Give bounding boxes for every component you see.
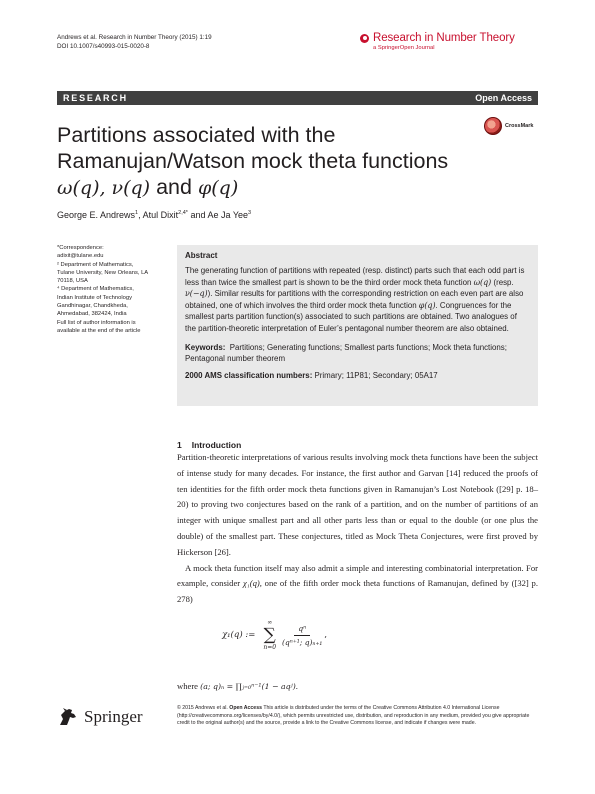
author-2-affil: 2,4*: [178, 210, 188, 216]
denominator: (qⁿ⁺¹; q)ₙ₊₁: [282, 637, 323, 647]
section-heading: [177, 440, 241, 450]
author-1-affil: 1: [135, 210, 139, 216]
title-math-2: φ(q): [197, 177, 239, 199]
summation: [263, 618, 276, 652]
title-and: and: [150, 175, 198, 199]
paragraph-1: Partition-theoretic interpretations of various results involving mock theta functions have been the subject of intense study for many decades. For instance, the first author and Garvan [14] reduced the proofs of ten identities for the fifth order mock theta functions given in Ramanujan’s Lost Notebook ([29] p. 18–20) to proving two conjectures based on the rank of a partition, and on the number of partitions of an integer with unique smallest part and all other parts less than or equal to the double (or one plus the double) of the smallest part. These conjectures, titled as Mock Theta Conjectures, were first proved by Hickerson [26].: [177, 452, 538, 557]
sidebar-line: Full list of author information is: [57, 319, 136, 326]
ams-classification: [185, 371, 530, 380]
author-list: [57, 210, 251, 220]
author-1[interactable]: George E. Andrews: [57, 210, 136, 220]
sum-lower: n=0: [263, 644, 277, 651]
equation-lhs: χ₁(q) :=: [222, 630, 256, 640]
sidebar-line: Gandhinagar, Chandkheda,: [57, 303, 128, 310]
doi-line: DOI 10.1007/s40993-015-0020-8: [57, 43, 150, 50]
title-line-1: Partitions associated with the: [57, 123, 336, 147]
license-text: This article is distributed under the terms of the Creative Commons Attribution 4.0 International License (http://creativecommons.org/licenses/by/4.0/), which permits unrestricted use, distribution, and reproduction in any medium, provided you give appropriate credit to the original author(s) and the source, provide a link to the Creative Commons license, and indicate if changes were made.: [177, 705, 530, 727]
title-line-3: [57, 174, 487, 201]
body-text: [177, 450, 538, 608]
journal-logo-title: Research in Number Theory: [373, 32, 515, 44]
copyright-prefix: © 2015 Andrews et al.: [177, 705, 230, 711]
author-sep-2: and: [187, 210, 208, 220]
abstract-part: . Congruences for the smallest parts partition function(s) associated to such partitions are obtained. Two analogues of the partition-theoretic interpretation of Euler’s pentagonal number theorem are also obtained.: [185, 300, 517, 333]
open-access-bold: Open Access: [229, 705, 262, 711]
sidebar-line: Tulane University, New Orleans, LA: [57, 269, 149, 276]
journal-logo[interactable]: [360, 32, 540, 51]
abstract-box: [177, 245, 538, 406]
sidebar-line: Ahmedabad, 382424, India: [57, 311, 127, 318]
abstract-heading: Abstract: [185, 251, 218, 260]
equation-trail: ,: [324, 630, 328, 640]
display-equation: [222, 618, 327, 652]
sidebar-line: Indian Institute of Technology: [57, 294, 132, 301]
inline-math: χ₁(q): [242, 578, 260, 589]
article-title: [57, 122, 487, 201]
sidebar-line: *Correspondence:: [57, 245, 104, 251]
license-note: [177, 705, 538, 728]
where-end: .: [295, 681, 298, 691]
ams-text: Primary; 11P81; Secondary; 05A17: [314, 370, 438, 380]
citation-line: Andrews et al. Research in Number Theory (2015) 1:19: [57, 34, 212, 41]
paragraph-2: [177, 561, 538, 608]
where-math: (a; q)ₙ = ∏ⱼ₌₀ⁿ⁻¹(1 − aqʲ): [200, 682, 296, 691]
abstract-part: (resp.: [491, 277, 514, 287]
section-title: Introduction: [191, 440, 242, 450]
springer-horse-icon: [57, 707, 79, 727]
correspondence-sidebar: [57, 244, 167, 335]
where-clause: [177, 681, 298, 691]
author-3[interactable]: Ae Ja Yee: [207, 210, 249, 220]
sidebar-line: ⁴ Department of Mathematics,: [57, 286, 134, 293]
abstract-math: ν(−q): [185, 289, 208, 299]
author-3-affil: 3: [248, 210, 252, 216]
paragraph-part: A mock theta function itself may also admit a simple and interesting combinatorial interpretation. For example, consider: [177, 562, 538, 589]
sum-symbol: ∑: [263, 625, 276, 645]
abstract-text: [185, 265, 530, 335]
keywords: [185, 342, 530, 365]
abstract-part: The generating function of partitions with repeated (resp. distinct) parts such that each odd part is less than twice the smallest part is shown to be the third order mock theta function: [185, 266, 525, 287]
open-access-label: Open Access: [475, 93, 532, 103]
keywords-label: Keywords:: [185, 342, 226, 352]
ams-label: 2000 AMS classification numbers:: [185, 370, 313, 380]
journal-logo-subtitle: a SpringerOpen Journal: [373, 45, 435, 51]
where-text: where: [177, 681, 201, 691]
springer-wordmark: Springer: [84, 707, 143, 726]
fraction: [282, 624, 322, 647]
title-math-1: ω(q), ν(q): [57, 177, 151, 199]
paragraph-part: , one of the fifth order mock theta functions of Ramanujan, defined by ([32] p. 278): [177, 578, 538, 605]
crossmark-badge[interactable]: [484, 117, 533, 135]
crossmark-label: CrossMark: [505, 123, 534, 129]
article-type-band: [57, 91, 538, 105]
author-sep-1: ,: [138, 210, 143, 220]
section-number: 1: [177, 440, 182, 450]
springer-logo[interactable]: [57, 707, 143, 727]
abstract-part: ). Similar results for partitions with the corresponding restriction on each even part are also obtained, one of which involves the third order mock theta function: [185, 289, 524, 310]
numerator: qⁿ: [294, 624, 310, 636]
article-type-label: RESEARCH: [63, 93, 128, 103]
sidebar-line: 70118, USA: [57, 278, 88, 285]
author-2[interactable]: Atul Dixit: [142, 210, 179, 220]
sum-upper: ∞: [267, 619, 273, 626]
springeropen-logo-icon: [360, 34, 369, 43]
sidebar-line: ² Department of Mathematics,: [57, 261, 134, 268]
abstract-math: ω(q): [473, 277, 492, 287]
title-line-2: Ramanujan/Watson mock theta functions: [57, 149, 449, 173]
keywords-text: Partitions; Generating functions; Smallest parts functions; Mock theta functions; Pentagonal number theorem: [185, 342, 507, 364]
sidebar-line: available at the end of the article: [57, 327, 141, 334]
abstract-math: φ(q): [418, 300, 436, 310]
running-header: [57, 33, 212, 51]
correspondence-email[interactable]: adixit@tulane.edu: [57, 253, 104, 260]
